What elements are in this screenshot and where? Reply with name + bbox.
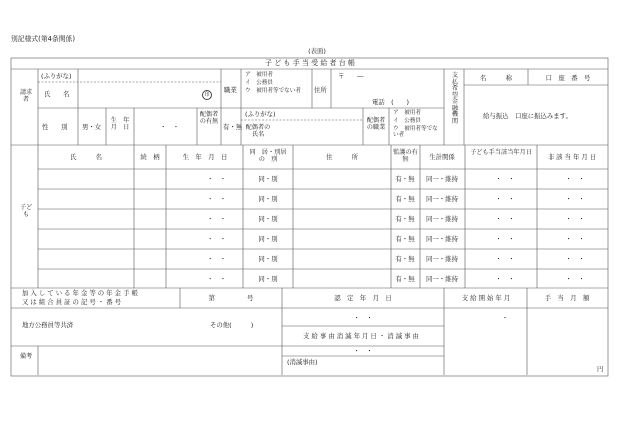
child-living-value: 同・別 xyxy=(258,235,278,243)
child-end-header: 非 該 当 年 月 日 xyxy=(547,153,597,161)
yen-unit: 円 xyxy=(597,365,604,373)
spouse-job-option-b: イ 公務員 xyxy=(393,118,421,124)
address-label: 住所 xyxy=(314,86,327,94)
spouse-job-option-c: ウ 被用者等でない者 xyxy=(393,126,438,138)
child-end-value: ・ ・ xyxy=(565,235,585,243)
child-birth-value: ・ ・ xyxy=(207,255,227,263)
child-livelihood-value: 同一・維持 xyxy=(426,235,458,243)
spouse-exist-value: 有・無 xyxy=(223,123,243,131)
certification-date-value: ・ ・ xyxy=(353,314,373,322)
sex-value: 男・女 xyxy=(82,123,102,131)
bank-name-header: 名 称 xyxy=(480,74,512,82)
child-end-value: ・ ・ xyxy=(565,275,585,283)
child-living-value: 同・別 xyxy=(258,255,278,263)
child-custody-value: 有・無 xyxy=(395,255,415,263)
payment-start-value: ・ xyxy=(501,314,509,322)
spouse-exist-label: 配偶者の有無 xyxy=(199,111,219,125)
child-livelihood-value: 同一・維持 xyxy=(426,195,458,203)
child-end-value: ・ ・ xyxy=(565,255,585,263)
child-birth-header: 生 年 月 日 xyxy=(182,153,228,161)
occupation-label: 職業 xyxy=(224,86,237,94)
child-birth-value: ・ ・ xyxy=(207,215,227,223)
spouse-name-label: 配偶者の氏名 xyxy=(245,124,271,138)
other-label: その他( ) xyxy=(210,321,254,329)
child-livelihood-value: 同一・維持 xyxy=(426,215,458,223)
phone-label: 電話 ( ) xyxy=(372,98,409,106)
child-name-header: 氏 名 xyxy=(70,153,102,161)
child-custody-value: 有・無 xyxy=(395,235,415,243)
child-end-value: ・ ・ xyxy=(565,215,585,223)
occupation-option-c: ウ 被用者等でない者 xyxy=(245,88,301,94)
side-label: (表面) xyxy=(308,47,326,55)
mutual-aid-label: 地方公務員等共済 xyxy=(22,321,74,329)
child-livelihood-header: 生計関係 xyxy=(429,153,455,161)
birth-value: ・ ・ xyxy=(160,123,180,131)
child-address-header: 住 所 xyxy=(326,153,358,161)
form-label: 別記様式(第4条関係) xyxy=(11,35,76,43)
child-birth-value: ・ ・ xyxy=(207,235,227,243)
bank-note: 給与振込 口座に振込みます。 xyxy=(483,112,572,120)
child-living-value: 同・別 xyxy=(258,215,278,223)
child-start-value: ・ ・ xyxy=(495,215,515,223)
seal-mark: 印 xyxy=(202,90,212,100)
applicant-section-label: 請求者 xyxy=(19,89,33,103)
child-living-value: 同・別 xyxy=(258,175,278,183)
child-start-value: ・ ・ xyxy=(495,175,515,183)
child-end-value: ・ ・ xyxy=(565,195,585,203)
child-start-value: ・ ・ xyxy=(495,195,515,203)
child-living-header: 同 居・別居 の 別 xyxy=(249,149,293,163)
spouse-furigana-label: (ふりがな) xyxy=(245,110,276,118)
occupation-option-a: ア 被用者 xyxy=(245,72,273,78)
monthly-allowance-header: 手 当 月 額 xyxy=(544,294,590,302)
certification-date-header: 認 定 年 月 日 xyxy=(334,294,392,302)
child-start-value: ・ ・ xyxy=(495,275,515,283)
termination-reason-label: (消滅事由) xyxy=(287,358,318,366)
form-title: 子 ど も 手 当 受 給 者 台 帳 xyxy=(264,59,356,67)
child-start-value: ・ ・ xyxy=(495,235,515,243)
child-livelihood-value: 同一・維持 xyxy=(426,255,458,263)
child-relation-header: 続 柄 xyxy=(140,153,160,161)
child-livelihood-value: 同一・維持 xyxy=(426,275,458,283)
bank-section-label: 支払希望金融機関 xyxy=(451,72,459,125)
child-custody-value: 有・無 xyxy=(395,275,415,283)
child-livelihood-value: 同一・維持 xyxy=(426,175,458,183)
child-custody-value: 有・無 xyxy=(395,195,415,203)
name-label: 氏 名 xyxy=(44,90,70,98)
child-living-value: 同・別 xyxy=(258,275,278,283)
child-living-value: 同・別 xyxy=(258,195,278,203)
termination-date-value: ・ ・ xyxy=(353,347,373,355)
child-custody-value: 有・無 xyxy=(395,215,415,223)
child-custody-header: 監護の有 無 xyxy=(393,149,425,163)
sex-label: 性 別 xyxy=(42,123,68,131)
postal-value: 〒 ― xyxy=(338,72,364,80)
account-number-header: 口 座 番 号 xyxy=(545,74,591,82)
furigana-label: (ふりがな) xyxy=(41,72,72,80)
child-start-value: ・ ・ xyxy=(495,255,515,263)
spouse-job-label: 配偶者の職業 xyxy=(366,117,386,131)
pension-label-line1: 加 入 し て い る 年 金 等 の 年 金 手 帳 xyxy=(22,289,138,297)
birth-label: 生 年 月 日 xyxy=(110,117,136,131)
payment-start-header: 支 給 開 始 年 月 xyxy=(461,294,511,302)
child-end-value: ・ ・ xyxy=(565,175,585,183)
pension-label-line2: 又 は 組 合 員 証 の 記 号 ・ 番 号 xyxy=(22,298,122,306)
spouse-job-option-a: ア 被用者 xyxy=(393,110,421,116)
remarks-label: 備考 xyxy=(19,353,33,360)
child-start-header: 子ども手当該当年月日 xyxy=(470,149,532,156)
children-section-label: 子ども xyxy=(19,204,33,218)
termination-header: 支 給 事 由 消 滅 年 月 日 ・ 消 滅 事 由 xyxy=(303,332,419,340)
child-birth-value: ・ ・ xyxy=(207,275,227,283)
child-birth-value: ・ ・ xyxy=(207,175,227,183)
child-custody-value: 有・無 xyxy=(395,175,415,183)
occupation-option-b: イ 公務員 xyxy=(245,80,273,86)
child-birth-value: ・ ・ xyxy=(207,195,227,203)
pension-number: 第 号 xyxy=(208,294,254,302)
